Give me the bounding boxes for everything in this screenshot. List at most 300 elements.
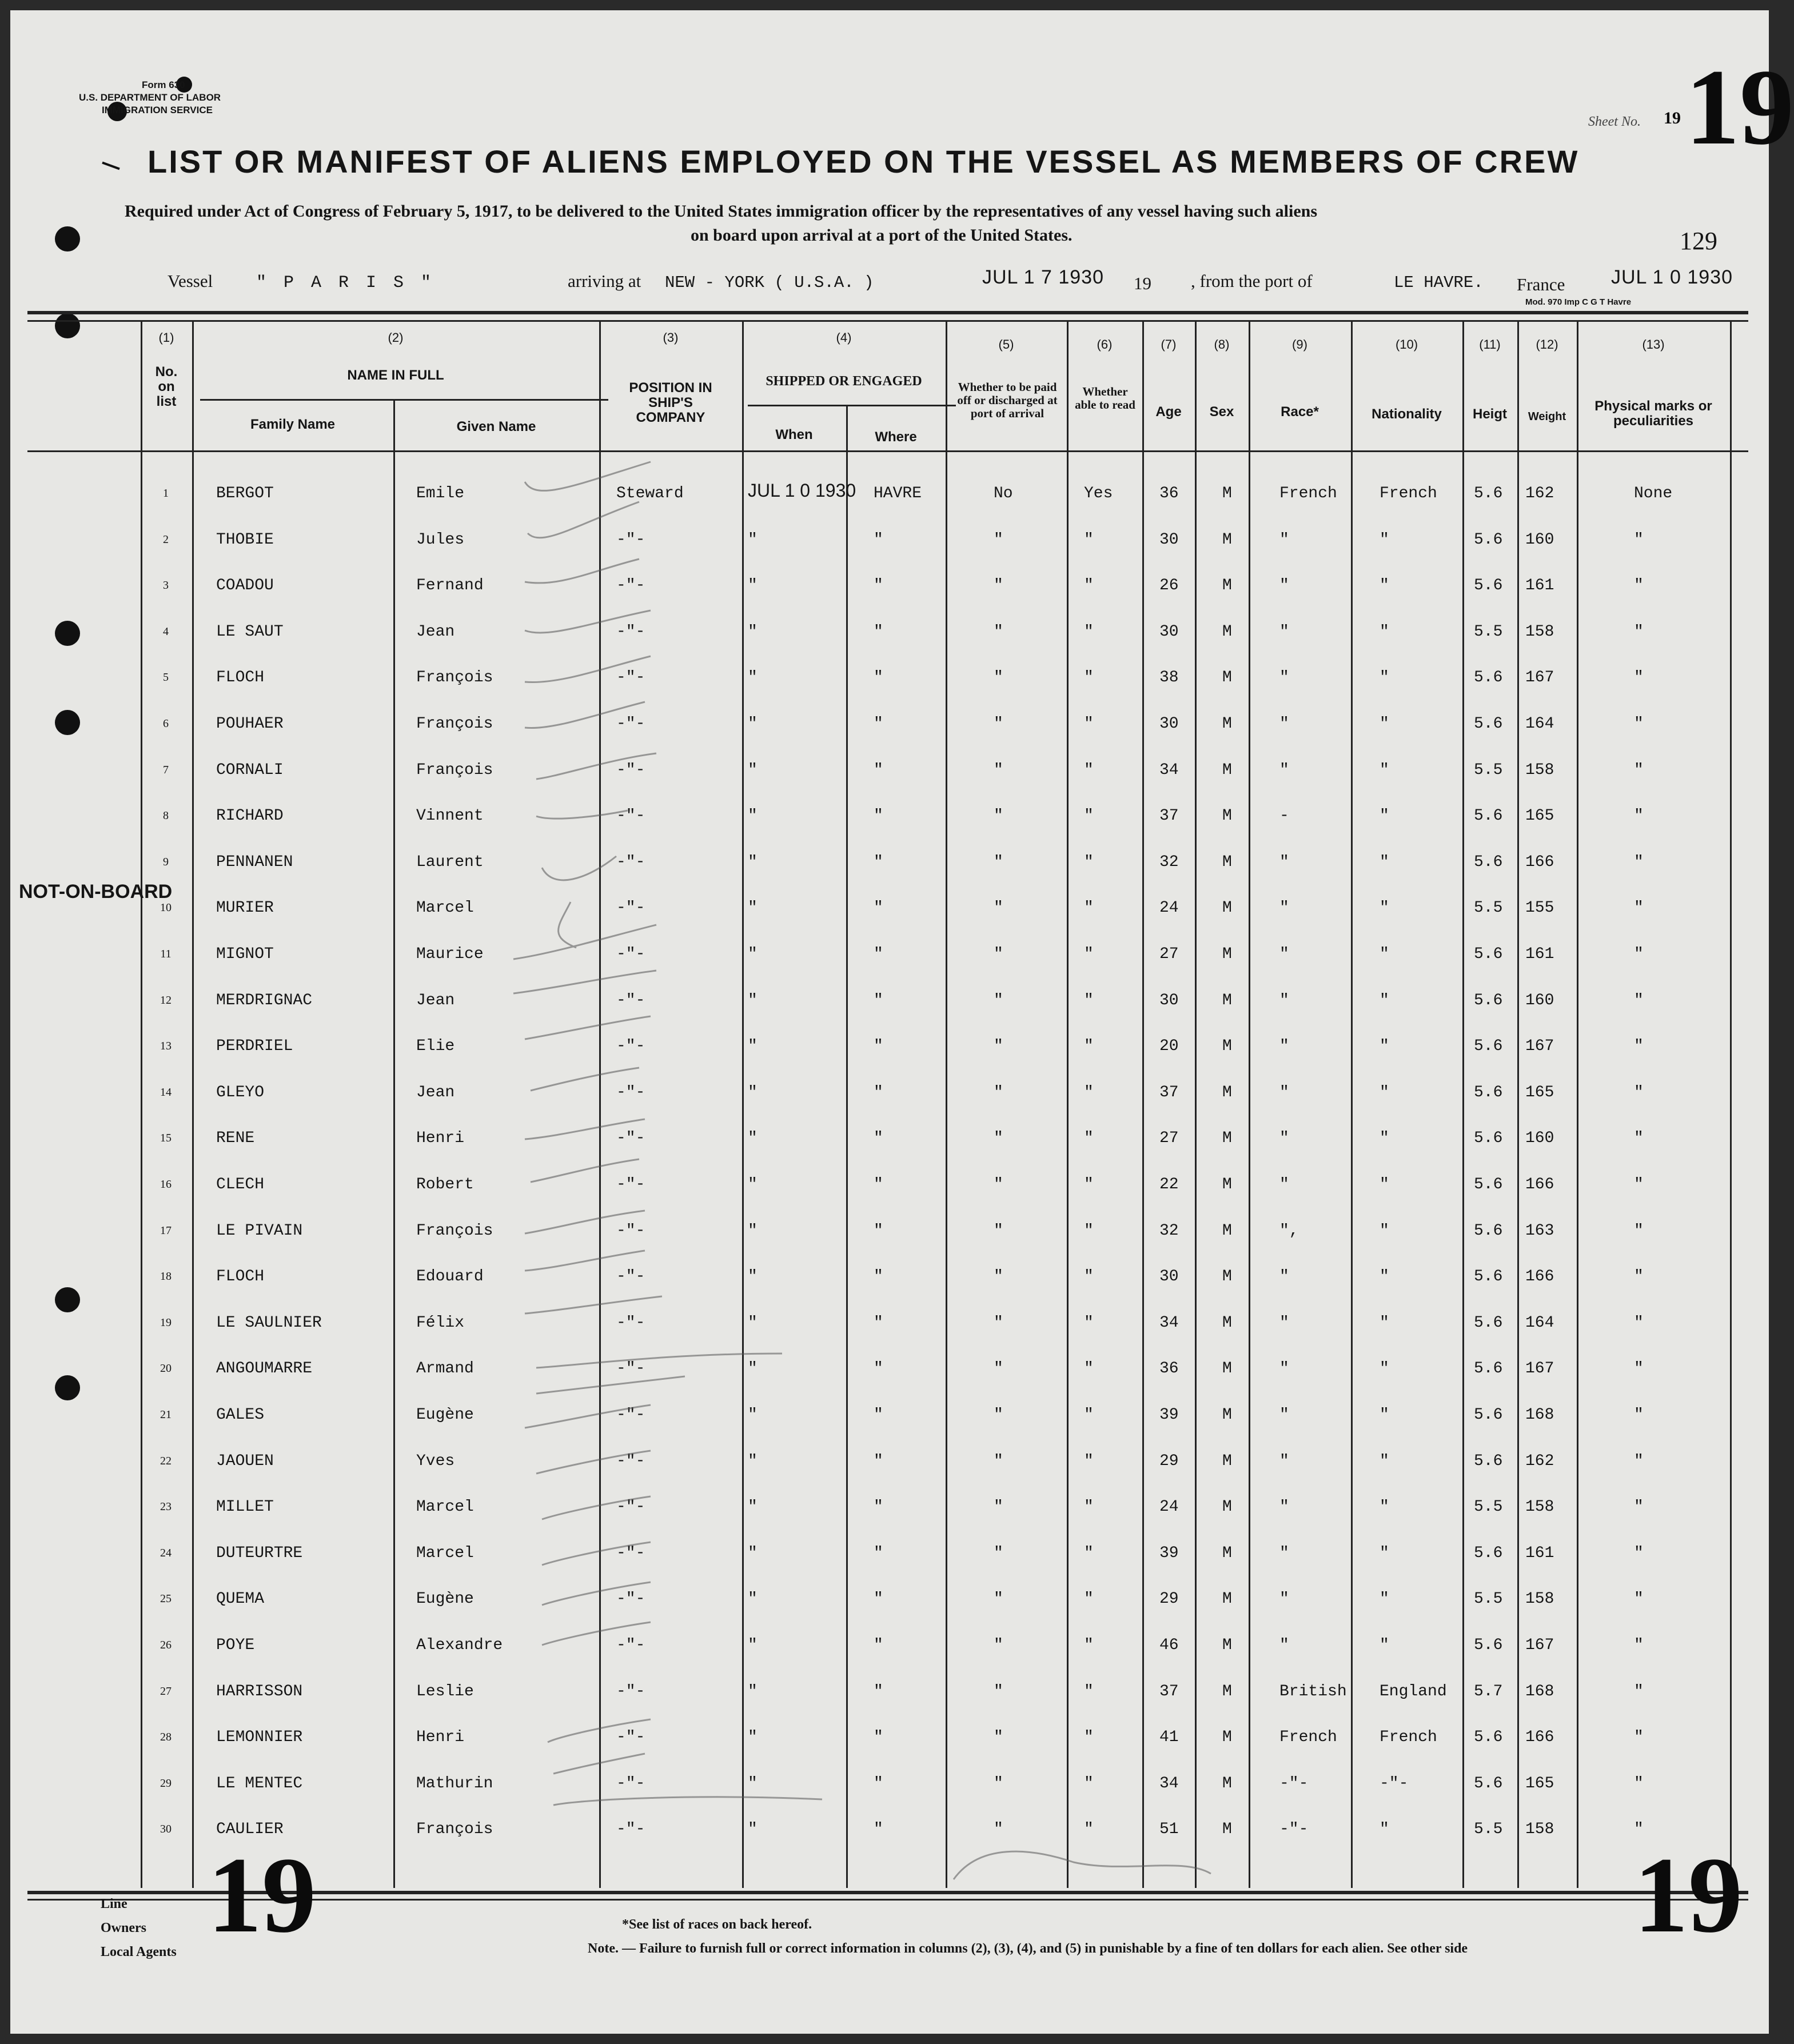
paid-off-cell: "	[994, 1221, 1003, 1240]
sex-cell: M	[1222, 622, 1232, 641]
weight-cell: 155	[1525, 899, 1554, 917]
given-name-cell: Eugène	[416, 1590, 474, 1608]
height-cell: 5.6	[1474, 991, 1503, 1009]
sex-cell: M	[1222, 530, 1232, 549]
col5-number: (5)	[998, 337, 1014, 352]
weight-cell: 163	[1525, 1221, 1554, 1240]
shipped-where-cell: "	[874, 1728, 883, 1747]
shipped-where-cell: "	[874, 1129, 883, 1148]
paid-off-cell: "	[994, 715, 1003, 733]
age-cell: 36	[1159, 1360, 1179, 1378]
sex-cell: M	[1222, 669, 1232, 687]
family-name-cell: DUTEURTRE	[216, 1544, 303, 1562]
height-cell: 5.6	[1474, 1083, 1503, 1101]
physical-marks-cell: "	[1634, 1590, 1644, 1608]
weight-cell: 164	[1525, 715, 1554, 733]
sheet-number: 19	[1685, 47, 1794, 167]
height-cell: 5.5	[1474, 761, 1503, 779]
sex-cell: M	[1222, 577, 1232, 595]
shipped-when-cell: "	[748, 1083, 758, 1101]
physical-marks-cell: "	[1634, 945, 1644, 963]
nationality-cell: "	[1380, 1406, 1389, 1424]
shipped-when-cell: "	[748, 853, 758, 871]
shipped-when-cell: "	[748, 1636, 758, 1654]
physical-marks-cell: "	[1634, 853, 1644, 871]
col4-where-label: Where	[875, 429, 917, 445]
sex-cell: M	[1222, 1636, 1232, 1654]
weight-cell: 167	[1525, 669, 1554, 687]
nationality-cell: "	[1380, 853, 1389, 871]
weight-cell: 165	[1525, 807, 1554, 825]
nationality-cell: "	[1380, 530, 1389, 549]
height-cell: 5.6	[1474, 1037, 1503, 1056]
race-cell: British	[1279, 1682, 1347, 1700]
shipped-where-cell: "	[874, 622, 883, 641]
age-cell: 30	[1159, 1268, 1179, 1286]
age-cell: 27	[1159, 945, 1179, 963]
paid-off-cell: "	[994, 1406, 1003, 1424]
age-cell: 29	[1159, 1452, 1179, 1470]
weight-cell: 158	[1525, 1821, 1554, 1839]
physical-marks-cell: None	[1634, 485, 1673, 502]
height-cell: 5.6	[1474, 807, 1503, 825]
weight-cell: 158	[1525, 1498, 1554, 1516]
sex-cell: M	[1222, 761, 1232, 779]
physical-marks-cell: "	[1634, 577, 1644, 595]
position-cell: -"-	[616, 853, 645, 871]
shipped-where-cell: "	[874, 1406, 883, 1424]
family-name-cell: FLOCH	[216, 1268, 265, 1286]
nationality-cell: "	[1380, 715, 1389, 733]
row-number: 10	[160, 901, 172, 915]
able-to-read-cell: Yes	[1084, 485, 1113, 502]
race-cell: "	[1279, 1452, 1289, 1470]
able-to-read-cell: "	[1084, 1821, 1094, 1839]
row-number: 4	[163, 625, 169, 638]
sex-cell: M	[1222, 1774, 1232, 1793]
position-cell: -"-	[616, 1544, 645, 1562]
shipped-where-cell: "	[874, 577, 883, 595]
physical-marks-cell: "	[1634, 715, 1644, 733]
given-name-cell: Eugène	[416, 1406, 474, 1424]
paid-off-cell: "	[994, 1498, 1003, 1516]
service-name: IMMIGRATION SERVICE	[102, 105, 213, 115]
able-to-read-cell: "	[1084, 715, 1094, 733]
shipped-where-cell: "	[874, 1544, 883, 1562]
age-cell: 20	[1159, 1037, 1179, 1056]
shipped-when-cell: "	[748, 1406, 758, 1424]
shipped-where-cell: "	[874, 1452, 883, 1470]
height-cell: 5.5	[1474, 1590, 1503, 1608]
position-cell: -"-	[616, 1268, 645, 1286]
race-cell: "	[1279, 622, 1289, 641]
nationality-cell: "	[1380, 1821, 1389, 1839]
race-cell: French	[1279, 1728, 1337, 1747]
nationality-cell: England	[1380, 1682, 1447, 1700]
position-cell: -"-	[616, 1821, 645, 1839]
col9-label: Race*	[1281, 404, 1319, 420]
form-label: Form 630	[142, 79, 185, 90]
height-cell: 5.6	[1474, 1360, 1503, 1378]
shipped-when-cell: "	[748, 622, 758, 641]
from-port-label: , from the port of	[1191, 271, 1313, 291]
age-cell: 22	[1159, 1176, 1179, 1193]
position-cell: -"-	[616, 622, 645, 641]
paid-off-cell: "	[994, 577, 1003, 595]
weight-cell: 164	[1525, 1314, 1554, 1332]
shipped-when-cell: "	[748, 715, 758, 733]
able-to-read-cell: "	[1084, 1498, 1094, 1516]
weight-cell: 167	[1525, 1037, 1554, 1056]
height-cell: 5.6	[1474, 1636, 1503, 1654]
height-cell: 5.6	[1474, 715, 1503, 733]
col8-number: (8)	[1214, 337, 1230, 352]
able-to-read-cell: "	[1084, 1221, 1094, 1240]
family-name-cell: THOBIE	[216, 530, 274, 549]
paid-off-cell: "	[994, 991, 1003, 1009]
shipped-where-cell: "	[874, 1268, 883, 1286]
position-cell: -"-	[616, 1636, 645, 1654]
arriving-port: NEW - YORK ( U.S.A. )	[665, 273, 874, 292]
given-name-cell: Robert	[416, 1176, 474, 1193]
physical-marks-cell: "	[1634, 1176, 1644, 1193]
shipped-when-cell: "	[748, 1728, 758, 1747]
height-cell: 5.6	[1474, 945, 1503, 963]
shipped-where-cell: "	[874, 899, 883, 917]
row-number: 14	[160, 1085, 172, 1099]
position-cell: -"-	[616, 807, 645, 825]
race-cell: "	[1279, 669, 1289, 687]
position-cell: -"-	[616, 761, 645, 779]
age-cell: 32	[1159, 853, 1179, 871]
paid-off-cell: "	[994, 761, 1003, 779]
vessel-name: " P A R I S "	[256, 273, 435, 293]
weight-cell: 160	[1525, 530, 1554, 549]
col4-number: (4)	[836, 330, 852, 345]
nationality-cell: -"-	[1380, 1774, 1409, 1793]
able-to-read-cell: "	[1084, 1544, 1094, 1562]
able-to-read-cell: "	[1084, 1682, 1094, 1700]
physical-marks-cell: "	[1634, 669, 1644, 687]
sex-cell: M	[1222, 1268, 1232, 1286]
able-to-read-cell: "	[1084, 945, 1094, 963]
height-cell: 5.6	[1474, 1544, 1503, 1562]
shipped-where-cell: "	[874, 715, 883, 733]
paid-off-cell: "	[994, 1176, 1003, 1193]
col10-number: (10)	[1395, 337, 1418, 352]
weight-cell: 168	[1525, 1682, 1554, 1700]
weight-cell: 166	[1525, 853, 1554, 871]
physical-marks-cell: "	[1634, 622, 1644, 641]
able-to-read-cell: "	[1084, 1590, 1094, 1608]
height-cell: 5.5	[1474, 1498, 1503, 1516]
col13-label: Physical marks or peculiarities	[1594, 398, 1712, 429]
race-cell: "	[1279, 1176, 1289, 1193]
sex-cell: M	[1222, 1682, 1232, 1700]
race-cell: "	[1279, 530, 1289, 549]
col2-label: NAME IN FULL	[347, 368, 444, 383]
nationality-cell: "	[1380, 1544, 1389, 1562]
height-cell: 5.6	[1474, 1221, 1503, 1240]
able-to-read-cell: "	[1084, 1636, 1094, 1654]
shipped-where-cell: "	[874, 1360, 883, 1378]
age-cell: 30	[1159, 622, 1179, 641]
sex-cell: M	[1222, 945, 1232, 963]
paid-off-cell: "	[994, 1083, 1003, 1101]
shipped-where-cell: "	[874, 1774, 883, 1793]
race-cell: "	[1279, 1314, 1289, 1332]
nationality-cell: "	[1380, 1636, 1389, 1654]
row-number: 5	[163, 671, 169, 684]
position-cell: -"-	[616, 530, 645, 549]
physical-marks-cell: "	[1634, 1268, 1644, 1286]
row-number: 1	[163, 487, 169, 500]
footer-sheet-number-right: 19	[1634, 1835, 1743, 1955]
sex-cell: M	[1222, 1221, 1232, 1240]
weight-cell: 168	[1525, 1406, 1554, 1424]
able-to-read-cell: "	[1084, 1268, 1094, 1286]
paid-off-cell: "	[994, 1636, 1003, 1654]
paid-off-cell: "	[994, 1544, 1003, 1562]
race-cell: "	[1279, 577, 1289, 595]
able-to-read-cell: "	[1084, 1037, 1094, 1056]
shipped-where-cell: "	[874, 945, 883, 963]
paid-off-cell: "	[994, 1728, 1003, 1747]
row-number: 8	[163, 809, 169, 823]
col12-label: Weight	[1528, 410, 1566, 423]
age-cell: 41	[1159, 1728, 1179, 1747]
family-name-cell: POUHAER	[216, 715, 284, 733]
row-number: 28	[160, 1731, 172, 1744]
race-cell: "	[1279, 1544, 1289, 1562]
nationality-cell: "	[1380, 1498, 1389, 1516]
physical-marks-cell: "	[1634, 1129, 1644, 1148]
shipped-where-cell: "	[874, 1314, 883, 1332]
not-on-board-stamp: NOT-ON-BOARD	[19, 881, 173, 903]
nationality-cell: "	[1380, 761, 1389, 779]
age-cell: 24	[1159, 1498, 1179, 1516]
physical-marks-cell: "	[1634, 1314, 1644, 1332]
position-cell: -"-	[616, 715, 645, 733]
nationality-cell: "	[1380, 1268, 1389, 1286]
page-code: 129	[1680, 227, 1717, 255]
height-cell: 5.6	[1474, 485, 1503, 502]
able-to-read-cell: "	[1084, 1774, 1094, 1793]
family-name-cell: BERGOT	[216, 485, 274, 502]
given-name-cell: Marcel	[416, 1498, 474, 1516]
age-cell: 29	[1159, 1590, 1179, 1608]
position-cell: -"-	[616, 1682, 645, 1700]
fine-note: Note. — Failure to furnish full or correct information in columns (2), (3), (4), and (5) in punishable by a fine of ten dollars for each alien. See other side	[588, 1941, 1468, 1956]
race-cell: ",	[1279, 1221, 1299, 1240]
shipped-where-cell: "	[874, 1636, 883, 1654]
sex-cell: M	[1222, 1544, 1232, 1562]
given-name-cell: Edouard	[416, 1268, 484, 1286]
manifest-sheet	[10, 10, 1794, 2034]
col5-label: Whether to be paid off or discharged at port of arrival	[957, 380, 1058, 420]
height-cell: 5.6	[1474, 669, 1503, 687]
col6-number: (6)	[1097, 337, 1113, 352]
physical-marks-cell: "	[1634, 1821, 1644, 1839]
position-cell: -"-	[616, 577, 645, 595]
vessel-label: Vessel	[168, 271, 213, 291]
from-port: LE HAVRE.	[1394, 273, 1484, 292]
row-number: 11	[160, 948, 172, 960]
row-number: 15	[160, 1132, 172, 1145]
sheet-label: Sheet No.	[1588, 114, 1641, 129]
able-to-read-cell: "	[1084, 1406, 1094, 1424]
nationality-cell: "	[1380, 669, 1389, 687]
year-prefix: 19	[1134, 273, 1151, 293]
sex-cell: M	[1222, 1083, 1232, 1101]
weight-cell: 158	[1525, 761, 1554, 779]
col8-label: Sex	[1209, 404, 1234, 420]
given-name-cell: Emile	[416, 485, 465, 502]
age-cell: 51	[1159, 1821, 1179, 1839]
shipped-when-cell: "	[748, 761, 758, 779]
age-cell: 34	[1159, 1314, 1179, 1332]
shipped-where-cell: "	[874, 1498, 883, 1516]
shipped-when-cell: "	[748, 945, 758, 963]
family-name-cell: MURIER	[216, 899, 274, 917]
row-number: 20	[160, 1362, 172, 1375]
race-cell: "	[1279, 991, 1289, 1009]
nationality-cell: "	[1380, 1452, 1389, 1470]
race-cell: "	[1279, 1636, 1289, 1654]
age-cell: 38	[1159, 669, 1179, 687]
col1-number: (1)	[158, 330, 174, 345]
height-cell: 5.6	[1474, 530, 1503, 549]
age-cell: 37	[1159, 1083, 1179, 1101]
able-to-read-cell: "	[1084, 1314, 1094, 1332]
age-cell: 24	[1159, 899, 1179, 917]
position-cell: -"-	[616, 669, 645, 687]
physical-marks-cell: "	[1634, 1406, 1644, 1424]
given-name-cell: Maurice	[416, 945, 484, 963]
shipped-where-cell: "	[874, 1682, 883, 1700]
page-title: LIST OR MANIFEST OF ALIENS EMPLOYED ON THE VESSEL AS MEMBERS OF CREW	[147, 143, 1580, 179]
physical-marks-cell: "	[1634, 1037, 1644, 1056]
col12-number: (12)	[1536, 337, 1558, 352]
given-name-cell: Laurent	[416, 853, 484, 871]
shipped-when-cell: "	[748, 669, 758, 687]
paid-off-cell: "	[994, 853, 1003, 871]
col4-when-label: When	[775, 427, 813, 442]
nationality-cell: "	[1380, 899, 1389, 917]
shipped-where-cell: "	[874, 1821, 883, 1839]
family-name-cell: LE SAUT	[216, 622, 284, 641]
col13-number: (13)	[1642, 337, 1665, 352]
able-to-read-cell: "	[1084, 1360, 1094, 1378]
family-name-cell: CLECH	[216, 1176, 265, 1193]
height-cell: 5.6	[1474, 1774, 1503, 1793]
given-name-cell: Mathurin	[416, 1774, 493, 1793]
weight-cell: 161	[1525, 945, 1554, 963]
paid-off-cell: "	[994, 1129, 1003, 1148]
weight-cell: 161	[1525, 1544, 1554, 1562]
given-name-cell: Vinnent	[416, 807, 484, 825]
paid-off-cell: "	[994, 669, 1003, 687]
col2-given-label: Given Name	[456, 419, 536, 434]
position-cell: -"-	[616, 945, 645, 963]
given-name-cell: François	[416, 669, 493, 687]
weight-cell: 167	[1525, 1636, 1554, 1654]
weight-cell: 161	[1525, 577, 1554, 595]
given-name-cell: François	[416, 1821, 493, 1839]
position-cell: Steward	[616, 485, 684, 502]
paid-off-cell: "	[994, 1037, 1003, 1056]
sex-cell: M	[1222, 485, 1232, 502]
given-name-cell: Félix	[416, 1314, 465, 1332]
given-name-cell: Henri	[416, 1728, 465, 1747]
family-name-cell: LE SAULNIER	[216, 1314, 322, 1332]
from-country: France	[1517, 274, 1565, 294]
able-to-read-cell: "	[1084, 807, 1094, 825]
paid-off-cell: "	[994, 899, 1003, 917]
col2-family-label: Family Name	[250, 417, 336, 432]
position-cell: -"-	[616, 1037, 645, 1056]
position-cell: -"-	[616, 1083, 645, 1101]
position-cell: -"-	[616, 899, 645, 917]
col3-label: POSITION IN SHIP'S COMPANY	[629, 380, 712, 425]
sex-cell: M	[1222, 715, 1232, 733]
family-name-cell: ANGOUMARRE	[216, 1360, 313, 1378]
paid-off-cell: No	[994, 485, 1013, 502]
position-cell: -"-	[616, 1406, 645, 1424]
physical-marks-cell: "	[1634, 1544, 1644, 1562]
row-number: 22	[160, 1454, 172, 1467]
col6-label: Whether able to read	[1075, 385, 1135, 412]
sex-cell: M	[1222, 991, 1232, 1009]
family-name-cell: GLEYO	[216, 1083, 265, 1101]
given-name-cell: François	[416, 761, 493, 779]
shipped-when-cell: "	[748, 991, 758, 1009]
weight-cell: 165	[1525, 1083, 1554, 1101]
row-number: 9	[163, 855, 169, 868]
age-cell: 27	[1159, 1129, 1179, 1148]
physical-marks-cell: "	[1634, 807, 1644, 825]
nationality-cell: "	[1380, 622, 1389, 641]
given-name-cell: Henri	[416, 1129, 465, 1148]
physical-marks-cell: "	[1634, 1774, 1644, 1793]
age-cell: 36	[1159, 485, 1179, 502]
nationality-cell: "	[1380, 945, 1389, 963]
able-to-read-cell: "	[1084, 1129, 1094, 1148]
shipped-where-cell: "	[874, 1176, 883, 1193]
col11-number: (11)	[1479, 337, 1501, 352]
sex-cell: M	[1222, 1360, 1232, 1378]
family-name-cell: HARRISSON	[216, 1682, 303, 1700]
weight-cell: 165	[1525, 1774, 1554, 1793]
row-number: 13	[160, 1040, 172, 1053]
shipped-where-cell: "	[874, 1590, 883, 1608]
physical-marks-cell: "	[1634, 1083, 1644, 1101]
pencil-check-marks	[10, 10, 1769, 2034]
paid-off-cell: "	[994, 1590, 1003, 1608]
age-cell: 37	[1159, 807, 1179, 825]
height-cell: 5.6	[1474, 853, 1503, 871]
weight-cell: 158	[1525, 1590, 1554, 1608]
race-cell: "	[1279, 1268, 1289, 1286]
race-cell: "	[1279, 1083, 1289, 1101]
row-number: 12	[160, 993, 172, 1007]
nationality-cell: "	[1380, 1314, 1389, 1332]
physical-marks-cell: "	[1634, 1682, 1644, 1700]
race-cell: "	[1279, 1129, 1289, 1148]
races-note: *See list of races on back hereof.	[622, 1917, 812, 1932]
height-cell: 5.5	[1474, 622, 1503, 641]
col11-label: Heigt	[1473, 406, 1507, 422]
